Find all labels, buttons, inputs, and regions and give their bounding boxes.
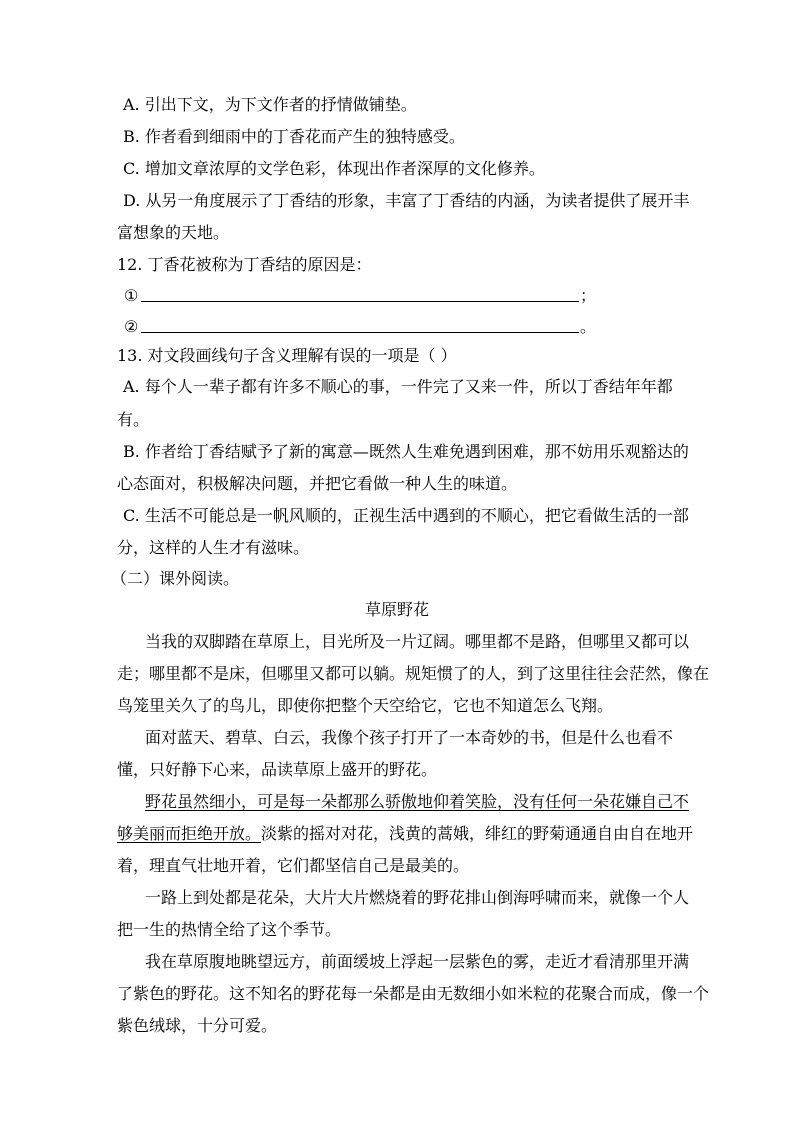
p1-line1: 当我的双脚踏在草原上，目光所及一片辽阔。哪里都不是路，但哪里又都可以: [145, 632, 690, 651]
passage-title: 草原野花: [364, 600, 429, 619]
q12-blank1-marker: ①: [124, 286, 139, 305]
p2-line1: 面对蓝天、碧草、白云，我像个孩子打开了一本奇妙的书，但是什么也看不: [145, 728, 674, 747]
q12-blank2-end: 。: [580, 317, 597, 336]
q13-option-c-line2: 分，这样的人生才有滋味。: [117, 538, 310, 557]
p4-line1: 一路上到处都是花朵，大片大片燃烧着的野花排山倒海呼啸而来，就像一个人: [145, 888, 690, 907]
q13-option-a-line1: A. 每个人一辈子都有许多不顺心的事，一件完了又来一件，所以丁香结年年都: [123, 377, 673, 396]
q11-option-a: A. 引出下文，为下文作者的抒情做铺垫。: [123, 95, 417, 114]
p5-line2: 了紫色的野花。这不知名的野花每一朵都是由无数细小如米粒的花聚合而成，像一个: [117, 984, 710, 1003]
q12-answer-blank-1[interactable]: [141, 301, 579, 302]
q13-option-b-line1: B. 作者给丁香结赋予了新的寓意—既然人生难免遇到困难，那不妨用乐观豁达的: [123, 442, 689, 461]
section-heading: （二）课外阅读。: [111, 569, 240, 588]
p3-line2-underlined: 够美丽而拒绝开放。: [117, 824, 262, 843]
p3-line2-rest: 淡紫的摇对对花，浅黄的蒿娥，绯红的野菊通通自由自在地开: [261, 824, 694, 843]
p4-line2: 把一生的热情全给了这个季节。: [117, 920, 342, 939]
p1-line3: 鸟笼里关久了的鸟儿，即使你把整个天空给它，它也不知道怎么飞翔。: [117, 696, 614, 715]
p1-line2: 走；哪里都不是床，但哪里又都可以躺。规矩惯了的人，到了这里往往会茫然，像在: [117, 664, 710, 683]
q13-stem: 13. 对文段画线句子含义理解有误的一项是（ ）: [117, 346, 457, 365]
p3-line1-underlined: 野花虽然细小，可是每一朵都那么骄傲地仰着笑脸，没有任何一朵花嫌自己不: [145, 792, 690, 811]
p3-line2: [117, 824, 693, 844]
q11-option-d-line2: 富想象的天地。: [117, 223, 230, 242]
p5-line3: 紫色绒球，十分可爱。: [117, 1016, 278, 1035]
q13-option-c-line1: C. 生活不可能总是一帆风顺的，正视生活中遇到的不顺心，把它看做生活的一部: [123, 506, 689, 525]
q12-stem: 12. 丁香花被称为丁香结的原因是：: [117, 255, 372, 274]
p2-line2: 懂，只好静下心来，品读草原上盛开的野花。: [117, 760, 438, 779]
p5-line1: 我在草原腹地眺望远方，前面缓坡上浮起一层紫色的雾，走近才看清那里开满: [145, 952, 690, 971]
q11-option-b: B. 作者看到细雨中的丁香花而产生的独特感受。: [123, 127, 465, 146]
q13-option-b-line2: 心态面对，积极解决问题，并把它看做一种人生的味道。: [117, 474, 518, 493]
q11-option-d-line1: D. 从另一角度展示了丁香结的形象，丰富了丁香结的内涵，为读者提供了展开丰: [123, 191, 690, 210]
q12-blank1-end: ；: [580, 286, 597, 305]
q12-answer-blank-2[interactable]: [141, 332, 579, 333]
p3-line3: 着，理直气壮地开着，它们都坚信自己是最美的。: [117, 856, 470, 875]
q12-blank2-marker: ②: [124, 317, 139, 336]
q11-option-c: C. 增加文章浓厚的文学色彩，体现出作者深厚的文化修养。: [123, 159, 545, 178]
q13-option-a-line2: 有。: [117, 410, 150, 429]
